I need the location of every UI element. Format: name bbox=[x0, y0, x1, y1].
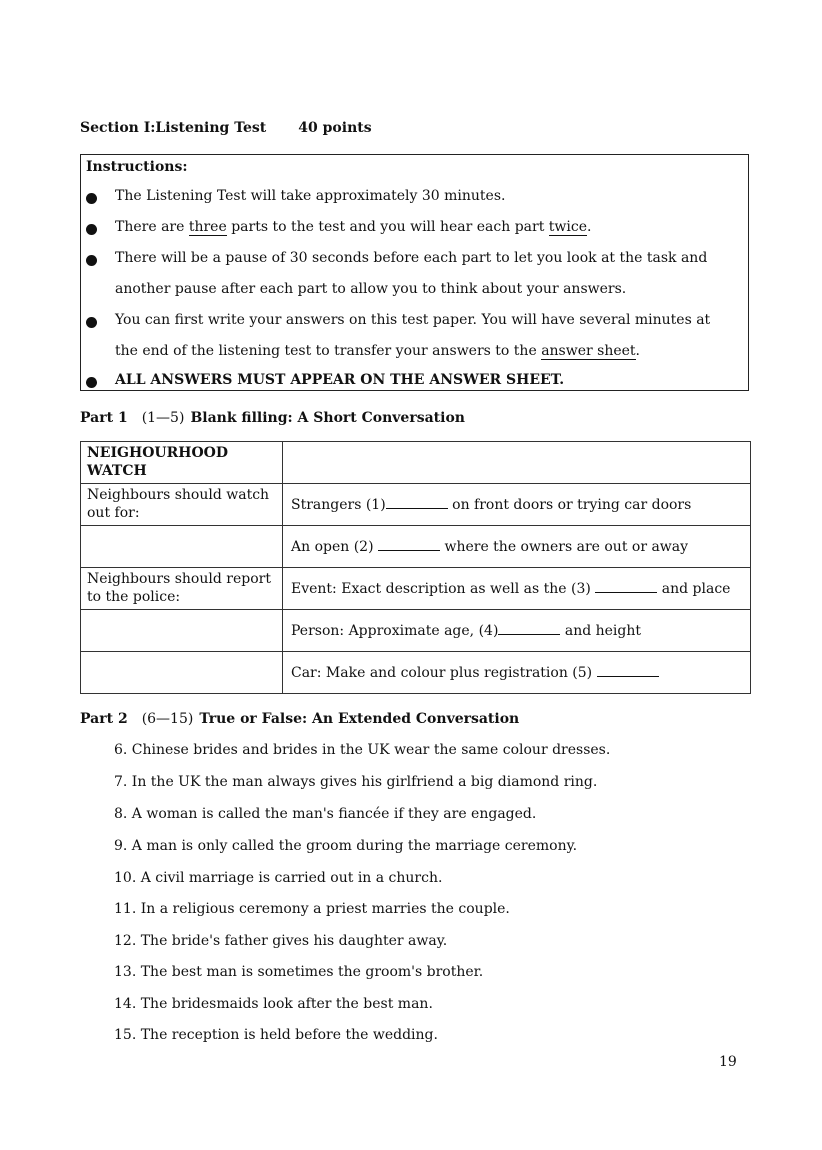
question-item: 7. In the UK the man always gives his girlfriend a big diamond ring. bbox=[114, 774, 598, 790]
question-item: 14. The bridesmaids look after the best man. bbox=[114, 996, 433, 1012]
table-cell: An open (2) where the owners are out or away bbox=[283, 526, 751, 568]
table-cell: Person: Approximate age, (4) and height bbox=[283, 610, 751, 652]
answer-blank-2 bbox=[378, 538, 440, 551]
table-row bbox=[81, 652, 751, 694]
answer-blank-4 bbox=[498, 622, 560, 635]
question-item: 10. A civil marriage is carried out in a church. bbox=[114, 870, 443, 886]
neighbourhood-watch-table bbox=[80, 441, 751, 694]
underlined-word: twice bbox=[548, 219, 587, 235]
underlined-word: three bbox=[188, 219, 227, 235]
table-cell bbox=[81, 610, 283, 652]
table-row bbox=[81, 484, 751, 526]
table-cell: Car: Make and colour plus registration (5) bbox=[283, 652, 751, 694]
bullet-icon bbox=[86, 193, 97, 204]
part1-title: Part 1 (1—5) Blank filling: A Short Conversation bbox=[80, 410, 465, 426]
underlined-word: answer sheet bbox=[541, 343, 636, 359]
part2-title: Part 2 (6—15) True or False: An Extended Conversation bbox=[80, 711, 520, 727]
question-item: 8. A woman is called the man's fiancée if they are engaged. bbox=[114, 806, 537, 822]
table-header-cell: NEIGHOURHOOD WATCH bbox=[81, 442, 283, 484]
table-cell bbox=[81, 652, 283, 694]
question-item: 9. A man is only called the groom during the marriage ceremony. bbox=[114, 838, 578, 854]
table-cell bbox=[81, 526, 283, 568]
bullet-icon bbox=[86, 224, 97, 235]
table-cell: Strangers (1) on front doors or trying car doors bbox=[283, 484, 751, 526]
instructions-title: Instructions: bbox=[86, 159, 188, 175]
section-title-text: Section Ⅰ:Listening Test bbox=[80, 120, 267, 136]
table-row bbox=[81, 442, 751, 484]
section-points: 40 points bbox=[298, 120, 372, 136]
answer-blank-1 bbox=[386, 496, 448, 509]
question-item: 15. The reception is held before the wedding. bbox=[114, 1027, 438, 1043]
answer-blank-5 bbox=[597, 664, 659, 677]
bullet-icon bbox=[86, 255, 97, 266]
table-cell: Neighbours should report to the police: bbox=[81, 568, 283, 610]
page-number: 19 bbox=[719, 1054, 737, 1070]
table-row bbox=[81, 568, 751, 610]
question-item: 13. The best man is sometimes the groom's brother. bbox=[114, 964, 484, 980]
instruction-continuation: the end of the listening test to transfer your answers to the answer sheet. bbox=[115, 343, 640, 359]
instructions-box: Instructions: The Listening Test will take approximately 30 minutes. There are three parts to the test and you will hear each part twice. There will be a pause of 30 seconds before each part to let you look at the task and another pause after each part to allow you to think about your answers. You can first write your answers on this test paper. You will have several minutes at the end of the listening test to transfer your answers to the answer sheet. ALL ANSWERS MUST APPEAR ON THE ANSWER SHEET. bbox=[80, 154, 749, 391]
question-item: 11. In a religious ceremony a priest marries the couple. bbox=[114, 901, 510, 917]
table-row bbox=[81, 610, 751, 652]
answer-blank-3 bbox=[595, 580, 657, 593]
table-cell bbox=[283, 442, 751, 484]
table-cell: Event: Exact description as well as the (3) and place bbox=[283, 568, 751, 610]
table-cell: Neighbours should watch out for: bbox=[81, 484, 283, 526]
bullet-icon bbox=[86, 317, 97, 328]
instruction-continuation: another pause after each part to allow you to think about your answers. bbox=[115, 281, 627, 297]
bullet-icon bbox=[86, 377, 97, 388]
table-row bbox=[81, 526, 751, 568]
section-title bbox=[80, 120, 372, 136]
question-item: 6. Chinese brides and brides in the UK wear the same colour dresses. bbox=[114, 742, 611, 758]
question-item: 12. The bride's father gives his daughter away. bbox=[114, 933, 448, 949]
